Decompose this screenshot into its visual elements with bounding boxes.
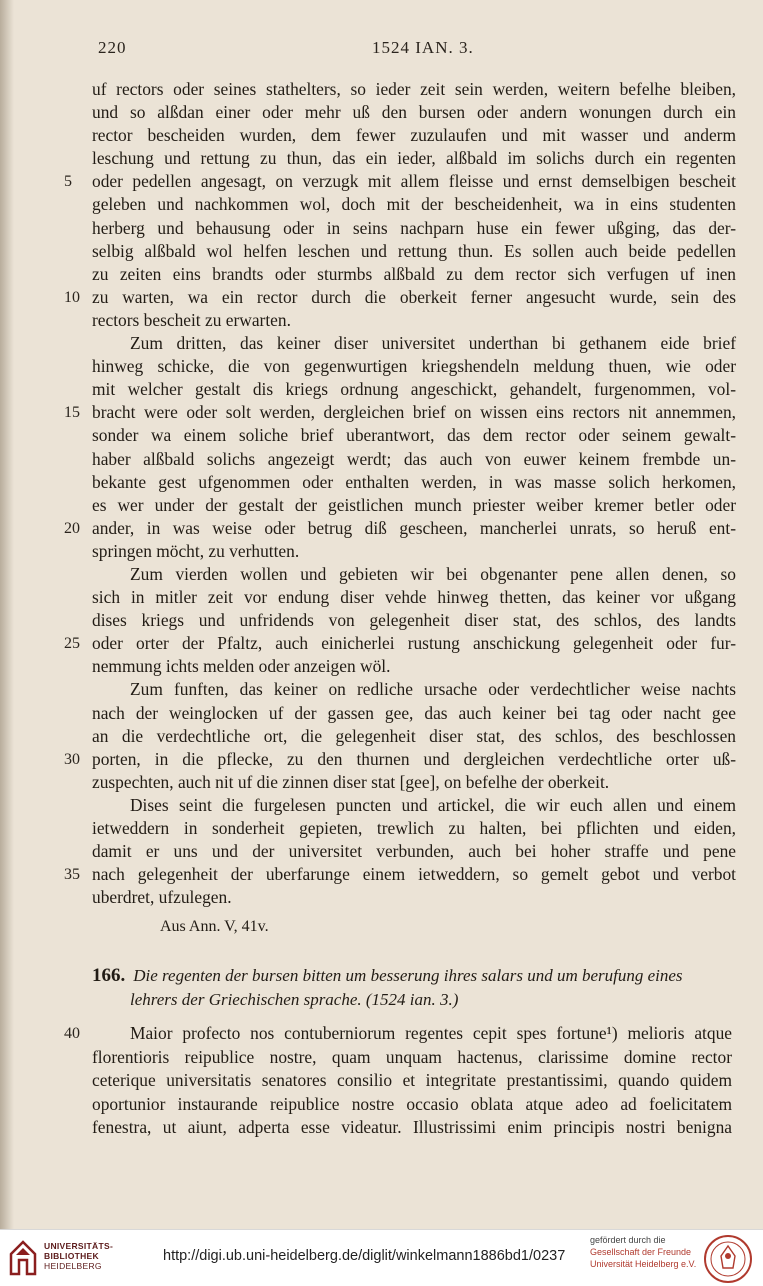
body-line: [92, 78, 736, 101]
body-line-text: es wer under der gestalt der geistlichen munch priester weiber kremer betler oder: [92, 494, 736, 515]
body-line-text: sich in mitler zeit vor endung diser vehde hinweg thetten, das keiner vor ußgang: [92, 587, 736, 608]
library-name-line-3: HEIDELBERG: [44, 1261, 102, 1271]
body-line: [92, 678, 736, 701]
body-line-text: ander, in was weise oder betrug diß gescheen, mancherlei unrats, so heruß ent-: [92, 517, 736, 538]
latin-line: [92, 1116, 732, 1140]
body-line-text: nach gelegenheit der uberfarunge einem ietweddern, so gemelt gebot und verbot: [92, 864, 736, 885]
body-line-text: leschung und rettung zu thun, das ein ieder, alßbald im solichs durch ein regenten: [92, 148, 736, 169]
body-line: [92, 240, 736, 263]
body-line: [64, 170, 736, 193]
body-line-text: zuspechten, auch nit uf die zinnen diser stat [gee], on befelhe der oberkeit.: [92, 771, 610, 792]
body-line: [92, 494, 736, 517]
line-number: 20: [64, 519, 80, 537]
body-line-text: ietweddern in sonderheit gepieten, trewlich zu halten, bei pflichten und eiden,: [92, 818, 736, 838]
body-line-text: uf rectors oder seines stathelters, so ieder zeit sein werden, weitern befelhe bleiben,: [92, 79, 736, 99]
body-line: [92, 655, 736, 678]
running-title: 1524 IAN. 3.: [372, 38, 474, 57]
body-line: [92, 309, 736, 332]
sponsor-line-3: Universität Heidelberg e.V.: [590, 1259, 697, 1269]
line-number: 15: [64, 404, 80, 422]
body-line: [92, 886, 736, 909]
latin-line-text: oportunior instaurande reipublice nostre occasio oblata atque adeo ad foelicitatem: [92, 1093, 732, 1114]
body-line: [92, 147, 736, 170]
line-number: 35: [64, 866, 80, 884]
body-line: [92, 540, 736, 563]
body-line: [64, 863, 736, 886]
permalink-url[interactable]: http://digi.ub.uni-heidelberg.de/diglit/winkelmann1886bd1/0237: [163, 1248, 566, 1264]
body-text: [64, 78, 736, 909]
body-line-text: nemmung ichts melden oder anzeigen wöl.: [92, 656, 391, 677]
body-line: [92, 217, 736, 240]
latin-line: [92, 1093, 732, 1117]
body-line: [64, 401, 736, 424]
body-line: [92, 448, 736, 471]
line-number: 25: [64, 635, 80, 653]
library-name: [44, 1241, 113, 1271]
body-line-text: damit er uns und der universitet verbunden, auch bei hoher straffe und pene: [92, 841, 736, 862]
page-number: 220: [98, 38, 127, 57]
line-number: 5: [64, 173, 72, 191]
body-line-text: oder orter der Pfaltz, auch einicherlei rustung anschickung gelegenheit oder fur-: [92, 633, 736, 654]
body-line-text: Zum dritten, das keiner diser universitet underthan bi gethanem eide brief: [130, 333, 736, 354]
body-line-text: geleben und nachkommen wol, doch mit der bescheidenheit, wa in eins studenten: [92, 194, 736, 215]
library-name-line-2: BIBLIOTHEK: [44, 1251, 99, 1261]
body-line: [92, 124, 736, 147]
library-logo-icon: [8, 1240, 38, 1276]
body-line: [92, 702, 736, 725]
body-line-text: nach der weinglocken uf der gassen gee, das auch keiner bei tag oder nacht gee: [92, 702, 736, 723]
body-line: [92, 424, 736, 447]
document-heading: [92, 964, 732, 1012]
body-line: [64, 517, 736, 540]
body-line: [92, 471, 736, 494]
body-line-text: porten, in die pflecke, zu den thurnen und dergleichen verdechtliche orter uß-: [92, 748, 736, 769]
footer-bar: [0, 1229, 763, 1286]
document-title-line-2: lehrers der Griechischen sprache. (1524 ian. 3.): [130, 990, 459, 1009]
sponsor-text: [590, 1234, 696, 1270]
body-line-text: bekante gest ufgenommen oder enthalten werden, in was masse solich herkomen,: [92, 471, 736, 492]
body-line-text: uberdret, ufzulegen.: [92, 887, 232, 908]
body-line-text: rector bescheiden wurden, dem fewer zuzulaufen und mit wasser und anderm: [92, 125, 736, 146]
line-number: 40: [64, 1025, 80, 1042]
body-line-text: dises kriegs und unfridends von gelegenheit diser stat, des schlos, des landts: [92, 610, 736, 631]
body-line: [64, 632, 736, 655]
body-line-text: an die verdechtliche ort, die gelegenheit diser stat, des schlos, des beschlossen: [92, 725, 736, 746]
body-line: [92, 378, 736, 401]
body-line: [92, 794, 736, 817]
line-number: 30: [64, 750, 80, 768]
body-line-text: springen möcht, zu verhutten.: [92, 540, 300, 561]
body-line-text: rectors bescheit zu erwarten.: [92, 309, 291, 330]
body-line: [92, 771, 736, 794]
page-header: [0, 38, 763, 62]
body-line: [92, 840, 736, 863]
page-edge-shadow: [0, 0, 14, 1229]
body-line: [64, 748, 736, 771]
latin-line-text: ceterique universitatis senatores consilio et integritate prestantissimi, quando quidem: [92, 1070, 732, 1091]
body-line: [92, 609, 736, 632]
latin-line-text: fenestra, ut aiunt, adperta esse videatur. Illustrissimi enim principis nostri benigna: [92, 1117, 732, 1138]
library-name-line-1: UNIVERSITÄTS-: [44, 1241, 114, 1251]
university-seal-icon: [703, 1234, 753, 1284]
body-line-text: selbig alßbald wol helfen leschen und rettung thun. Es sollen auch beide pedellen: [92, 240, 736, 261]
body-line-text: zu zeiten eins brandts oder sturmbs alßbald zu dem rector sich verfugen uf inen: [92, 263, 736, 284]
document-title-line-1: Die regenten der bursen bitten um besserung ihres salars und um berufung eines: [133, 966, 683, 985]
body-line-text: hinweg schicke, die von gegenwurtigen kriegshendeln meldung thuen, wie oder: [92, 356, 736, 377]
body-line-text: sonder wa einem soliche brief uberantwort, das dem rector oder seinem gewalt-: [92, 425, 736, 446]
document-number: 166.: [92, 965, 126, 986]
latin-line-text: florentioris reipublice nostre, quam unquam hactenus, clarissime domine rector: [92, 1046, 732, 1067]
body-line: [92, 725, 736, 748]
body-line-text: mit welcher gestalt dis kriegs ordnung angeschickt, gehandelt, furgenommen, vol-: [92, 379, 736, 400]
latin-text: [64, 1022, 732, 1140]
body-line-text: und so alßdan einer oder mehr uß den bursen oder andern wonungen durch ein: [92, 102, 736, 123]
body-line: [92, 563, 736, 586]
body-line-text: zu warten, wa ein rector durch die oberkeit ferner angesucht wurde, sein des: [92, 286, 736, 307]
body-line-text: herberg und behausung oder in seins nachparn huse ein fewer ußging, das der-: [92, 217, 736, 238]
latin-line: [92, 1069, 732, 1093]
latin-line-text: Maior profecto nos contuberniorum regentes cepit spes fortune¹) melioris atque: [130, 1023, 732, 1043]
sponsor-line-2: Gesellschaft der Freunde: [590, 1247, 692, 1257]
body-line-text: Dises seint die furgelesen puncten und artickel, die wir euch allen und einem: [130, 794, 736, 815]
body-line: [92, 586, 736, 609]
latin-line: [64, 1022, 732, 1046]
body-line: [92, 355, 736, 378]
body-line-text: haber alßbald solichs angezeigt werdt; das auch von euwer keinem frembde un-: [92, 448, 736, 469]
source-note: Aus Ann. V, 41v.: [160, 918, 269, 935]
body-line-text: Zum funften, das keiner on redliche ursache oder verdechtlicher weise nachts: [130, 679, 736, 700]
body-line: [92, 332, 736, 355]
body-line: [92, 817, 736, 840]
line-number: 10: [64, 288, 80, 306]
latin-line: [92, 1046, 732, 1070]
body-line: [92, 193, 736, 216]
body-line-text: bracht were oder solt werden, dergleichen brief on wissen eins rectors nit annemmen,: [92, 402, 736, 423]
sponsor-line-1: gefördert durch die: [590, 1235, 666, 1245]
body-line-text: oder pedellen angesagt, on verzugk mit allem fleisse und ernst demselbigen bescheit: [92, 171, 736, 192]
body-line-text: Zum vierden wollen und gebieten wir bei obgenanter pene allen denen, so: [130, 563, 736, 584]
body-line: [64, 286, 736, 309]
body-line: [92, 101, 736, 124]
body-line: [92, 263, 736, 286]
